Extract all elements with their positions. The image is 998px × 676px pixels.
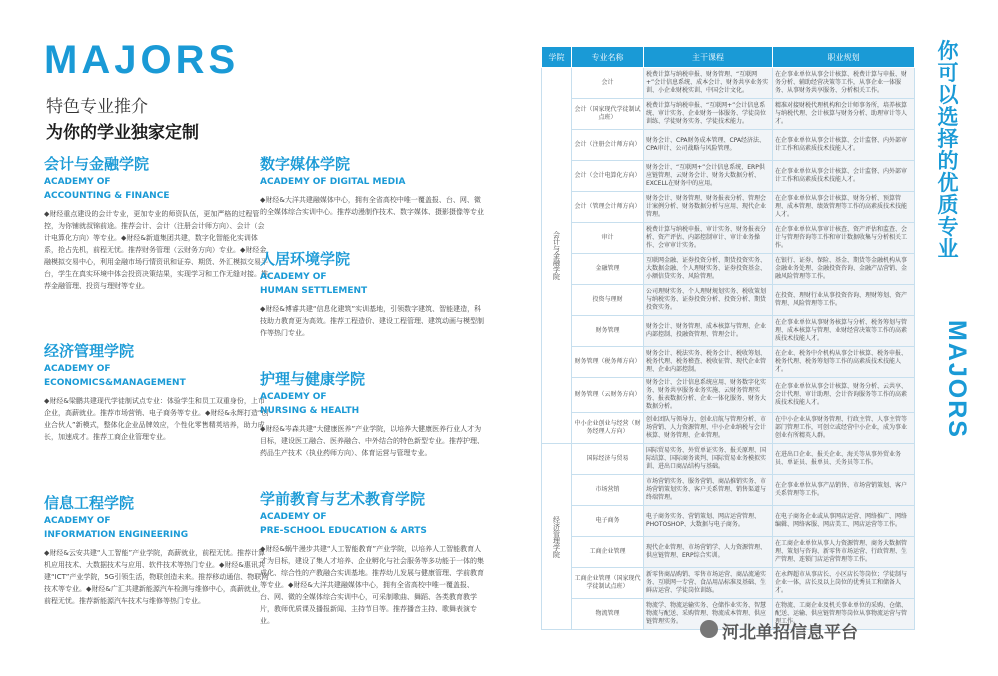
college-digital-media [260, 155, 485, 218]
college-preschool [260, 490, 485, 627]
cell-courses: 公司理财实务、个人理财规划实务、税收策划与纳税实务、证券投资分析、投资分析、期货投资实务。 [644, 285, 773, 316]
cell-career: 在工商企业单位从事人力资源管理、商务大数据管理、策划与咨询、新零售市场运营、行政管理、生产管理、连锁门店运营管理等工作。 [773, 537, 915, 568]
cell-career: 在永辉超市从事店长、小区店长等岗位；学徒制与企业一体，店长及以上岗位的优秀员工和储备人才。 [773, 568, 915, 599]
college-en-line1: ACADEMY OF [44, 516, 111, 526]
cell-major-name: 国际经济与贸易 [572, 444, 644, 475]
college-en-line2: INFORMATION ENGINEERING [44, 530, 189, 540]
cell-career: 在企事业单位从事财务核算与分析、税务筹划与管理、成本核算与管理、业财经营决策等工作的高素质技术技能人才。 [773, 316, 915, 347]
cell-major-name: 中小企业创业与经营（财务经理人方向） [572, 413, 644, 444]
cell-career: 在企事业单位从事审计核查、资产评估和监查、会计与管理咨询等工作和审计数据收集与分析相关工作。 [773, 223, 915, 254]
table-row [542, 130, 915, 161]
college-en-line2: NURSING & HEALTH [260, 406, 360, 416]
subtitle-custom: 为你的学业独家定制 [46, 123, 199, 143]
cell-career: 在物流、工商企业及机关事业单位的采购、仓储、配送、运输、供应链管理等岗位从事物流运营与管理工作。 [773, 599, 915, 630]
cell-courses: 互联网金融、证券投资分析、期货投资实务、大数据金融、个人理财实务、证券投资基金、小额信贷实务、风险管理。 [644, 254, 773, 285]
header-college: 学院 [542, 47, 572, 68]
college-name: 经济管理学院 [44, 342, 135, 360]
college-en-line1: ACADEMY OF [260, 272, 327, 282]
table-row [542, 192, 915, 223]
table-header-row [542, 47, 915, 68]
cell-major-name: 财务管理 [572, 316, 644, 347]
cell-courses: 市场营销实务、服务营销、商品推销实务、市场营销策划实务、客户关系管理、销售渠道与终端管理。 [644, 475, 773, 506]
college-en-line1: ACADEMY OF [260, 512, 327, 522]
cell-major-name: 会计 [572, 68, 644, 99]
cell-courses: 税费计算与纳税申报、财务管理、“互联网+”会计信息系统、成本会计、财务共享业务实训、小企业财税实训、中国会计文化。 [644, 68, 773, 99]
cell-courses: 物流学、物流运输实务、仓储作业实务、智慧物流与配送、采购管理、物流成本管理、供应链管理实务。 [644, 599, 773, 630]
college-accounting [44, 155, 269, 292]
cell-courses: 税费计算与纳税申报、“互联网+”会计信息系统、审计实务、企业财务一体服务、学徒岗位训练、学徒财务实务、学徒技术能力。 [644, 99, 773, 130]
cell-major-name: 工商企业管理 [572, 537, 644, 568]
cell-major-name: 会计（会计电算化方向） [572, 161, 644, 192]
table-row [542, 285, 915, 316]
cell-courses: 税费计算与纳税申报、审计实务、财务报表分析、资产评估、内部控制审计、审计业务操作、会审审计实务。 [644, 223, 773, 254]
cell-courses: 国际贸易实务、外贸单证实务、报关原理、国际结算、国际商务谈判、国际贸易业务模拟实训、进出口商品结构与基础。 [644, 444, 773, 475]
college-en-line2: ECONOMICS&MANAGEMENT [44, 378, 186, 388]
college-name: 信息工程学院 [44, 494, 135, 512]
cell-career: 在企事业单位从事会计核算、会计监督、内外部审计工作和高素质技术技能人才。 [773, 161, 915, 192]
table-row [542, 378, 915, 413]
college-desc: ◆财经&博睿共建“信息化建筑”实训基地，引领数字建筑、智能建造，科技助力教育更为高效。推荐工程造价、建设工程管理、建筑动画与模型制作等热门专业。 [260, 305, 484, 337]
college-name: 数字媒体学院 [260, 155, 351, 173]
college-en-line1: ACADEMY OF [44, 364, 111, 374]
table-row [542, 413, 915, 444]
college-en-line1: ACADEMY OF DIGITAL MEDIA [260, 177, 406, 187]
cell-major-name: 财务管理（云财务方向） [572, 378, 644, 413]
cell-career: 精准对接财税代理机构和会计师事务所，培养核算与纳税代理、会计核算与财务分析、助理审计等人才。 [773, 99, 915, 130]
cell-major-name: 工商企业管理（国家现代学徒制试点班） [572, 568, 644, 599]
cell-career: 在企事业单位从事会计核算、税费计算与申报、财务分析、辅助经营决策等工作，从事企业一体服务、从事财务共享服务、分析相关工作。 [773, 68, 915, 99]
college-desc: ◆财经&云安共建“人工智能”产业学院，高薪就业，前程无忧。推荐计算机应用技术、大数据技术与应用、软件技术等热门专业。◆财经&惠讯共建“ICT”产业学院，5G引领生活，物联创造未来。推荐移动通信、物联网技术等专业。◆财经&广汇共建新能源汽车检测与维修中心，高薪就业，前程无忧。推荐新能源汽车技术与维修等热门专业。 [44, 549, 269, 605]
cell-career: 在企业、税务中介机构从事会计核算、税务申报、税务代理、税务筹划等工作的高素质技术技能人才。 [773, 347, 915, 378]
college-en-line1: ACADEMY OF [44, 177, 111, 187]
table-row [542, 537, 915, 568]
cell-major-name: 电子商务 [572, 506, 644, 537]
cell-major-name: 财务管理（税务师方向） [572, 347, 644, 378]
college-information [44, 494, 269, 607]
college-desc: ◆财经&岑森共建“大健康医养”产业学院，以培养大健康医养行业人才为目标，建设医工融合、医养融合、中外结合的特色新型专业。推荐护理、药品生产技术（执业药师方向）、体育运营与管理专业。 [260, 425, 484, 457]
cell-major-name: 会计（注册会计师方向） [572, 130, 644, 161]
cell-career: 在企事业单位从事产品销售、市场营销策划、客户关系管理等工作。 [773, 475, 915, 506]
cell-career: 在企事业单位从事会计核算、财务分析、云共享、会计代理、审计助理、会计咨询服务等工作的高素质技术技能人才。 [773, 378, 915, 413]
majors-table [541, 46, 915, 630]
table-row [542, 506, 915, 537]
college-nursing [260, 370, 485, 459]
college-economics [44, 342, 269, 443]
college-name: 人居环境学院 [260, 250, 351, 268]
college-en-line2: HUMAN SETTLEMENT [260, 286, 368, 296]
cell-courses: 财务会计、会计信息系统应用、财务数字化实务、财务共享服务业务实施、云财务管理实务、报表数据分析、企业一体化服务、财务大数据分析。 [644, 378, 773, 413]
header-major: 专业名称 [572, 47, 644, 68]
college-name: 会计与金融学院 [44, 155, 150, 173]
watermark: 河北单招信息平台 [722, 623, 858, 643]
subtitle-featured: 特色专业推介 [46, 97, 148, 117]
cell-career: 在中小企业从事财务管理、行政主管、人事主管等部门管理工作，可创立或经营中小企业，成为事业创业有所精英人群。 [773, 413, 915, 444]
header-career: 职业规划 [773, 47, 915, 68]
vertical-title-en: MAJORS [943, 320, 971, 439]
cell-career: 在电子商务企业或从事网店运营、网络推广、网络编辑、网络客服、网店美工、网店运营等工作。 [773, 506, 915, 537]
cell-career: 在企事业单位从事会计核算、财务分析、预算管理、成本管理、绩效管理等工作的高素质技术技能人才。 [773, 192, 915, 223]
college-en-line2: PRE-SCHOOL EDUCATION & ARTS [260, 526, 427, 536]
table-row [542, 99, 915, 130]
cell-courses: 财务会计、“互联网+”会计信息系统、ERP供应链管理、云财务会计、财务大数据分析、EXCELL在财务中的应用。 [644, 161, 773, 192]
vertical-title-cn: 你可以选择的优质专业 [937, 39, 959, 261]
table-row [542, 68, 915, 99]
table-row [542, 254, 915, 285]
cell-major-name: 会计（国家现代学徒制试点班） [572, 99, 644, 130]
cell-major-name: 审计 [572, 223, 644, 254]
table-row [542, 316, 915, 347]
cell-major-name: 金融管理 [572, 254, 644, 285]
college-desc: ◆财经&大洋共建融媒体中心，拥有全省高校中唯一覆盖报、台、网、微的全媒体综合实训中心。推荐动漫制作技术、数字媒体、摄影摄像等专业 [260, 196, 484, 216]
table-body [542, 68, 915, 630]
cell-college-group: 会计与金融学院 [542, 68, 572, 444]
college-desc: ◆财经&蜗牛漫步共建“人工智能教育”产业学院，以培养人工智能教育人才为目标，建设了集人才培养、企业孵化与社会服务等多功能于一体的集成化、综合性的产教融合实训基地。推荐幼儿发展与健康管理、学前教育等专业。◆财经&大洋共建融媒体中心，拥有全省高校中唯一覆盖报、台、网、微的全媒体综合实训中心，可采制歌曲、舞蹈、各类教育教学片，教师优质课及播报新闻、主持节目等。推荐播音主持、歌舞表演专业。 [260, 545, 484, 625]
cell-career: 在银行、证券、保险、基金、期货等金融机构从事金融业务处理、金融投资咨询、金融产品营销、金融风险管理等工作。 [773, 254, 915, 285]
college-name: 护理与健康学院 [260, 370, 366, 388]
college-desc: ◆财经重点建设的会计专业，更加专业的师资队伍，更加严格的过程管控，为你铺就叔锦前途。推荐会计、会计（注册会计师方向）、会计（会计电算化方向）等专业。◆财经&新道集团共建，数字化智能化实训体系，抢占先机，前程无忧。推荐财务管理（云财务方向）专业。◆财经金融模拟交易中心，利用金融市场行情资讯和证券、期货、外汇模拟交易平台，学生在真实环境中体会投资决策结果，实现学习和工作无缝对接。推荐金融管理、投资与理财等专业。 [44, 210, 268, 290]
college-human-settlement [260, 250, 485, 339]
college-en-line1: ACADEMY OF [260, 392, 327, 402]
cell-courses: 财务会计、CPA财务成本管理、CPA经济法、CPA审计、公司战略与风险管理。 [644, 130, 773, 161]
cell-courses: 电子商务实务、营销策划、网店运营管理、PHOTOSHOP、大数据与电子商务。 [644, 506, 773, 537]
table-row [542, 444, 915, 475]
college-name: 学前教育与艺术教育学院 [260, 490, 426, 508]
cell-major-name: 会计（管理会计师方向） [572, 192, 644, 223]
cell-career: 在企事业单位从事会计核算、会计监督、内外部审计工作和高素质技术技能人才。 [773, 130, 915, 161]
table-row [542, 568, 915, 599]
table-row [542, 161, 915, 192]
cell-career: 在进出口企业、报关企业、海关等从事外贸业务员、单证员、报单员、关务员等工作。 [773, 444, 915, 475]
cell-career: 在投资、理财行业从事投资咨询、理财筹划、资产管理、风险管理等工作。 [773, 285, 915, 316]
cell-major-name: 投资与理财 [572, 285, 644, 316]
cell-college-group: 经济管理学院 [542, 444, 572, 630]
college-en-line2: ACCOUNTING & FINANCE [44, 191, 170, 201]
college-desc: ◆财经&梁鹏共建现代学徒制试点专业：体验学生和员工双重身份，上市企业，高薪就业。推荐市场营销、电子商务等专业。◆财经&永辉打造“创业合伙人”新模式，整体化企业品牌效应，个性化零售精英培养，助力成长，加速成才。推荐工商企业管理专业。 [44, 397, 269, 441]
cell-courses: 现代企业管理、市场营销学、人力资源管理、供应链管理、ERP综合实训。 [644, 537, 773, 568]
wechat-icon [700, 620, 718, 638]
table-row [542, 223, 915, 254]
cell-courses: 财务会计、财务管理、财务报表分析、管理会计案例分析、财务数据分析与应用、现代企业管理。 [644, 192, 773, 223]
cell-courses: 财务会计、财务管理、成本核算与管理、企业内部控制、投融资管理、管理会计。 [644, 316, 773, 347]
cell-courses: 新零售商品购销、零售市场运营、商品流通实务、互联网一专营、食品用品标准及基础、生鲜店运营、学徒岗位训练。 [644, 568, 773, 599]
cell-courses: 财务会计、税法实务、税务会计、税收筹划、税务代理、税务稽查、税收征管、现代企业管理、企业内部控制。 [644, 347, 773, 378]
header-courses: 主干课程 [644, 47, 773, 68]
majors-title: MAJORS [44, 38, 240, 82]
table-row [542, 347, 915, 378]
cell-courses: 创业团队与领导力、创业启航与管理分析、市场营销、人力资源管理、中小企业纳税与会计核算、财务管理、企业管理。 [644, 413, 773, 444]
table-row [542, 475, 915, 506]
cell-major-name: 市场营销 [572, 475, 644, 506]
cell-major-name: 物流管理 [572, 599, 644, 630]
